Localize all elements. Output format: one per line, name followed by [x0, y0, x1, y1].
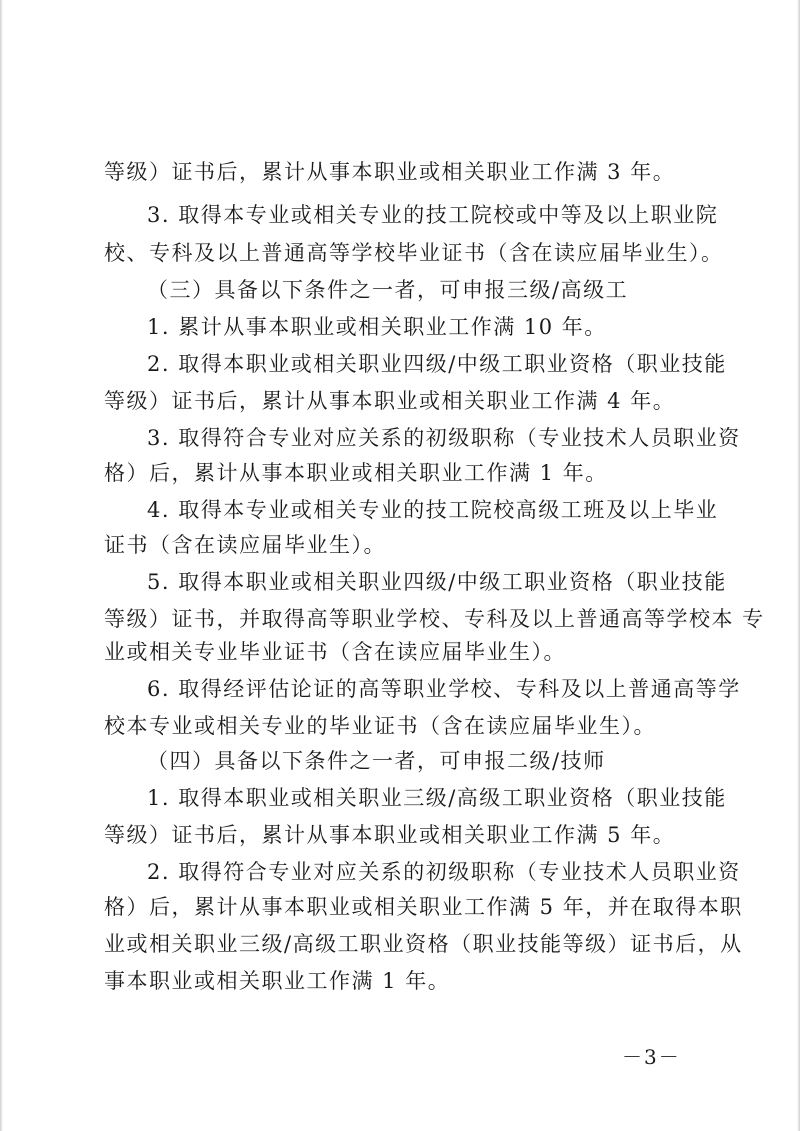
text-line: 1. 累计从事本职业或相关职业工作满 10 年。 [147, 315, 607, 339]
section-heading: （三）具备以下条件之一者，可申报三级/高级工 [147, 278, 629, 302]
text-line: 等级）证书后，累计从事本职业或相关职业工作满 5 年。 [104, 823, 676, 847]
text-line: 2. 取得本职业或相关职业四级/中级工职业资格（职业技能 [147, 352, 727, 376]
text-line: 证书（含在读应届毕业生）。 [104, 533, 386, 557]
text-line: 5. 取得本职业或相关职业四级/中级工职业资格（职业技能 [147, 570, 727, 594]
text-line: 6. 取得经评估论证的高等职业学校、专科及以上普通高等学 [147, 677, 741, 701]
section-heading: （四）具备以下条件之一者，可申报二级/技师 [147, 749, 606, 773]
text-line: 3. 取得符合专业对应关系的初级职称（专业技术人员职业资 [147, 426, 741, 450]
page-number: －3－ [622, 1045, 681, 1069]
text-line: 等级）证书后，累计从事本职业或相关职业工作满 3 年。 [104, 160, 676, 184]
text-line: 等级）证书，并取得高等职业学校、专科及以上普通高等学校本 专 [104, 607, 765, 631]
text-line: 校本专业或相关专业的毕业证书（含在读应届毕业生）。 [104, 714, 656, 738]
text-line: 业或相关专业毕业证书（含在读应届毕业生）。 [104, 640, 566, 664]
text-line: 3. 取得本专业或相关专业的技工院校或中等及以上职业院 [147, 203, 719, 227]
text-line: 2. 取得符合专业对应关系的初级职称（专业技术人员职业资 [147, 860, 741, 884]
text-line: 格）后，累计从事本职业或相关职业工作满 1 年。 [104, 461, 608, 485]
text-line: 事本职业或相关职业工作满 1 年。 [104, 969, 451, 993]
text-line: 等级）证书后，累计从事本职业或相关职业工作满 4 年。 [104, 389, 676, 413]
text-line: 格）后，累计从事本职业或相关职业工作满 5 年，并在取得本职 [104, 895, 743, 919]
text-line: 1. 取得本职业或相关职业三级/高级工职业资格（职业技能 [147, 786, 727, 810]
text-line: 校、专科及以上普通高等学校毕业证书（含在读应届毕业生）。 [104, 241, 724, 265]
scan-edge-left [0, 0, 3, 1131]
text-line: 4. 取得本专业或相关专业的技工院校高级工班及以上毕业 [147, 498, 719, 522]
text-line: 业或相关职业三级/高级工职业资格（职业技能等级）证书后，从 [104, 932, 743, 956]
